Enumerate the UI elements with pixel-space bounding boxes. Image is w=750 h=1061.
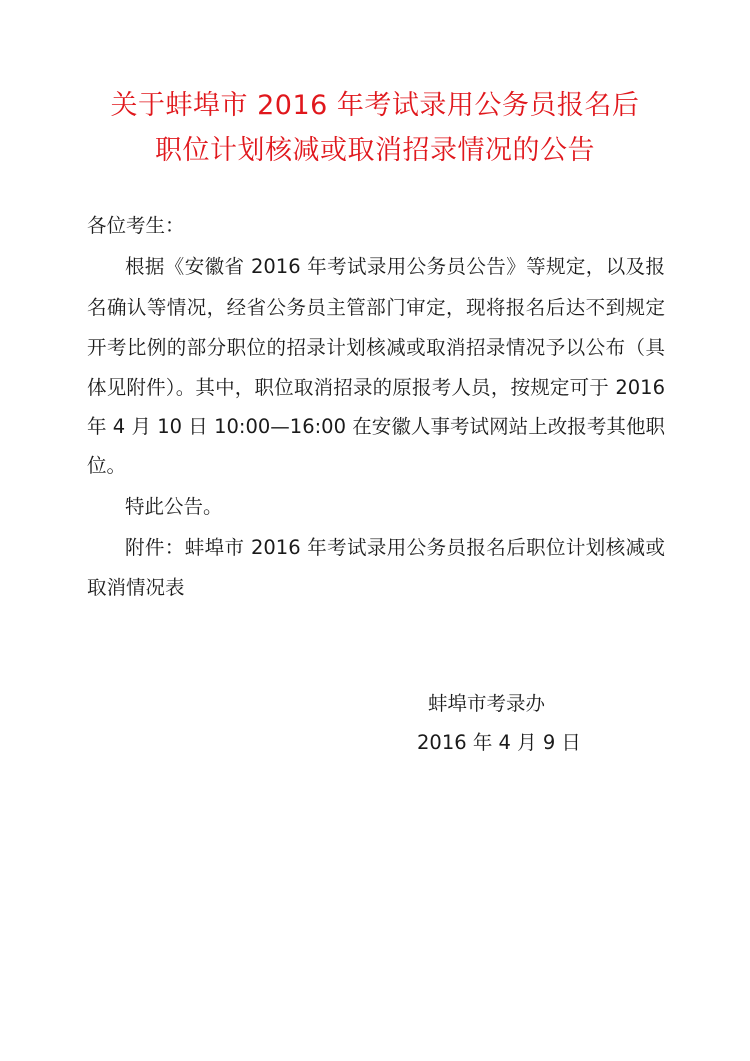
body-paragraph-line-2: 名确认等情况，经省公务员主管部门审定，现将报名后达不到规定 <box>87 296 665 319</box>
attachment-line-2: 取消情况表 <box>87 576 185 599</box>
salutation: 各位考生： <box>87 214 185 237</box>
body-paragraph-line-5: 年 4 月 10 日 10:00—16:00 在安徽人事考试网站上改报考其他职 <box>87 415 665 438</box>
signature-date: 2016 年 4 月 9 日 <box>417 731 581 754</box>
closing-text: 特此公告。 <box>125 495 223 518</box>
notice-title-line-1: 关于蚌埠市 2016 年考试录用公务员报名后 <box>110 90 640 121</box>
body-paragraph-line-3: 开考比例的部分职位的招录计划核减或取消招录情况予以公布（具 <box>87 336 665 359</box>
body-paragraph-line-6: 位。 <box>87 454 127 477</box>
signature-organization: 蚌埠市考录办 <box>428 692 546 715</box>
notice-title-line-2: 职位计划核减或取消招录情况的公告 <box>155 135 595 166</box>
body-paragraph-line-4: 体见附件）。其中，职位取消招录的原报考人员，按规定可于 2016 <box>87 376 665 399</box>
attachment-line-1: 附件：蚌埠市 2016 年考试录用公务员报名后职位计划核减或 <box>125 536 665 559</box>
body-paragraph-line-1: 根据《安徽省 2016 年考试录用公务员公告》等规定，以及报 <box>125 255 665 278</box>
